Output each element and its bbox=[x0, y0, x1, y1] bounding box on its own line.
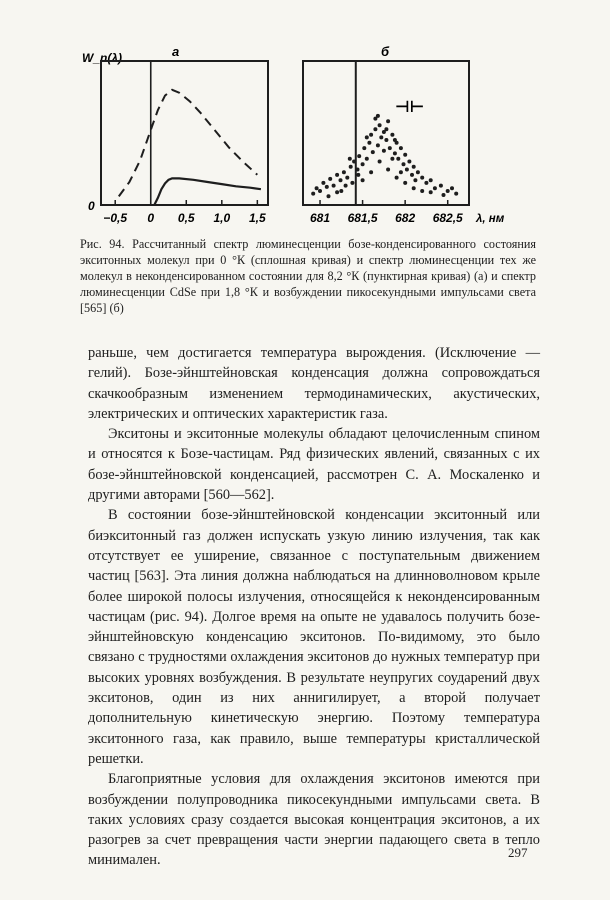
panel-a-y-tick-0: 0 bbox=[88, 199, 95, 213]
panel-a-solid-curve bbox=[154, 178, 261, 205]
panel-b-data-point bbox=[345, 176, 349, 180]
panel-b-data-point bbox=[373, 127, 377, 131]
panel-b-x-tick-label: 681,5 bbox=[347, 211, 378, 225]
panel-b-data-point bbox=[361, 162, 365, 166]
panel-b-data-point bbox=[416, 170, 420, 174]
panel-b-x-tick-label: 681 bbox=[310, 211, 331, 225]
panel-b-data-point bbox=[344, 184, 348, 188]
panel-b-data-point bbox=[352, 160, 356, 164]
panel-b-data-point bbox=[332, 184, 336, 188]
panel-b-data-point bbox=[356, 173, 360, 177]
panel-b-data-point bbox=[403, 181, 407, 185]
panel-b-data-point bbox=[384, 127, 388, 131]
panel-b-data-point bbox=[412, 165, 416, 169]
panel-a-x-tick-label: 0,5 bbox=[177, 211, 195, 225]
panel-b-data-point bbox=[399, 146, 403, 150]
paragraph-1: раньше, чем достигается температура вырождения. (Исключение — гелий). Бозе-эйнштейновская конденсация должна сопровождаться скачкообразным изменением термодинамических, акустических, электрических и оптических характеристик газа. bbox=[88, 345, 540, 422]
panel-a-x-tick-label: −0,5 bbox=[103, 211, 128, 225]
panel-b-data-point bbox=[365, 157, 369, 161]
panel-b-data-point bbox=[388, 146, 392, 150]
panel-b-data-point bbox=[348, 157, 352, 161]
panel-b-frame bbox=[303, 61, 469, 205]
panel-b-data-point bbox=[311, 192, 315, 196]
panel-b-data-point bbox=[386, 119, 390, 123]
panel-b-data-point bbox=[384, 138, 388, 142]
panel-a-dashed-curve bbox=[119, 90, 257, 197]
panel-a bbox=[82, 44, 268, 225]
panel-b-data-point bbox=[407, 160, 411, 164]
panel-b-data-point bbox=[429, 178, 433, 182]
panel-b-data-point bbox=[442, 193, 446, 197]
panel-b-data-point bbox=[335, 190, 339, 194]
panel-b-data-point bbox=[376, 143, 380, 147]
paragraph-2: Экситоны и экситонные молекулы обладают целочисленным спином и относятся к Бозе-частицам. Ряд физических явлений, связанных с их бозе-эйнштейновской конденсацией, рассмотрен С. А. Москаленко и другими авторами [560—562]. bbox=[88, 426, 540, 504]
figure-94 bbox=[0, 0, 610, 240]
caption-text: Рассчитанный спектр люминесценции бозе-конденсированного состояния экситонных молекул при 0 °К (сплошная кривая) и спектр люминесценции тех же молекул в неконденсированном состоянии для 8,2 °К (пунктирная кривая) (а) и спектр люминесценции CdSe при 1,8 °К и возбуждении пикосекундными импульсами света [565] (б) bbox=[80, 237, 537, 315]
panel-a-x-tick-label: 1,0 bbox=[213, 211, 231, 225]
panel-b-data-point bbox=[439, 184, 443, 188]
paragraph-3: В состоянии бозе-эйнштейновской конденсации экситонный или биэкситонный газ должен испускать узкую линию излучения, так как отсутствует ее уширение, связанное с поступательным движением частиц [563]. Эта линия должна наблюдаться на длинноволновом крыле более широкой полосы излучения, относящейся к неконденсированным частицам (рис. 94). Долгое время на опыте не удавалось получить бозе-эйнштейновскую конденсацию экситонов. По-видимому, это было связано с трудностями охлаждения экситонов до нужных температур при высоких уровнях возбуждения. В результате неупругих соударений двух экситонов, один из них аннигилирует, а второй получает дополнительную кинетическую энергию. Поэтому температура экситонного газа, как правило, выше температуры кристаллической решетки. bbox=[88, 507, 540, 767]
panel-b-data-point bbox=[403, 153, 407, 157]
panel-b-data-point bbox=[450, 186, 454, 190]
panel-b-x-unit: λ, нм bbox=[476, 213, 505, 225]
panel-b-annotation: ⊣⊢ bbox=[395, 99, 425, 116]
panel-b-data-point bbox=[327, 194, 331, 198]
panel-b-data-point bbox=[365, 135, 369, 139]
panel-a-x-tick-label: 1,5 bbox=[248, 211, 266, 225]
panel-b-data-point bbox=[420, 189, 424, 193]
panel-b-data-point bbox=[405, 168, 409, 172]
panel-b-x-tick-label: 682 bbox=[395, 211, 416, 225]
panel-b-data-point bbox=[315, 186, 319, 190]
panel-b-data-point bbox=[349, 165, 353, 169]
panel-a-x-tick-label: 0 bbox=[147, 211, 155, 225]
panel-b-data-point bbox=[395, 176, 399, 180]
panel-b-data-point bbox=[361, 178, 365, 182]
panel-b-data-point bbox=[357, 154, 361, 158]
panel-b-data-point bbox=[412, 186, 416, 190]
panel-b-data-point bbox=[376, 114, 380, 118]
panel-b-data-point bbox=[382, 149, 386, 153]
body-text bbox=[88, 343, 540, 871]
panel-b-data-point bbox=[433, 186, 437, 190]
page-number: 297 bbox=[508, 845, 528, 860]
panel-b-data-point bbox=[390, 157, 394, 161]
panel-b-data-point bbox=[379, 135, 383, 139]
panel-b-data-point bbox=[446, 189, 450, 193]
panel-b-data-point bbox=[339, 178, 343, 182]
panel-b-data-point bbox=[402, 162, 406, 166]
panel-b-data-point bbox=[325, 185, 329, 189]
panel-b-data-point bbox=[386, 168, 390, 172]
panel-a-label: а bbox=[172, 44, 180, 59]
panel-b-data-point bbox=[410, 173, 414, 177]
panel-b-data-point bbox=[350, 181, 354, 185]
panel-b-data-point bbox=[328, 177, 332, 181]
panel-b-data-point bbox=[429, 190, 433, 194]
panel-b-data-point bbox=[393, 151, 397, 155]
panel-b-data-point bbox=[369, 170, 373, 174]
panel-b-data-point bbox=[390, 133, 394, 137]
panel-b-data-point bbox=[393, 138, 397, 142]
panel-b-x-tick-label: 682,5 bbox=[432, 211, 463, 225]
panel-b-data-point bbox=[356, 168, 360, 172]
paragraph-4: Благоприятные условия для охлаждения экситонов имеются при возбуждении полупроводника пикосекундными импульсами света. В таких условиях сразу создается высокая концентрация экситонов, а их разогрев за счет превращения части энергии падающего света в тепло минимален. bbox=[88, 771, 540, 869]
panel-b-data-point bbox=[362, 146, 366, 150]
panel-b-data-point bbox=[378, 123, 382, 127]
panel-b-data-point bbox=[420, 176, 424, 180]
panel-b-data-point bbox=[339, 189, 343, 193]
caption-label: Рис. 94. bbox=[80, 237, 125, 251]
panel-a-ylabel: W_n(λ) bbox=[82, 51, 122, 65]
panel-a-frame bbox=[101, 61, 268, 205]
panel-b-data-point bbox=[342, 170, 346, 174]
panel-b bbox=[303, 44, 505, 225]
panel-b-label: б bbox=[381, 44, 390, 59]
panel-b-data-point bbox=[371, 150, 375, 154]
panel-b-data-point bbox=[399, 170, 403, 174]
panel-b-data-point bbox=[424, 181, 428, 185]
panel-b-data-point bbox=[454, 192, 458, 196]
panel-b-data-point bbox=[396, 157, 400, 161]
panel-b-data-point bbox=[413, 178, 417, 182]
panel-b-data-point bbox=[321, 181, 325, 185]
panel-b-data-point bbox=[369, 133, 373, 137]
figure-caption bbox=[80, 236, 536, 316]
panel-b-data-point bbox=[318, 189, 322, 193]
panel-b-data-point bbox=[367, 141, 371, 145]
panel-b-data-point bbox=[378, 160, 382, 164]
panel-b-data-point bbox=[335, 173, 339, 177]
